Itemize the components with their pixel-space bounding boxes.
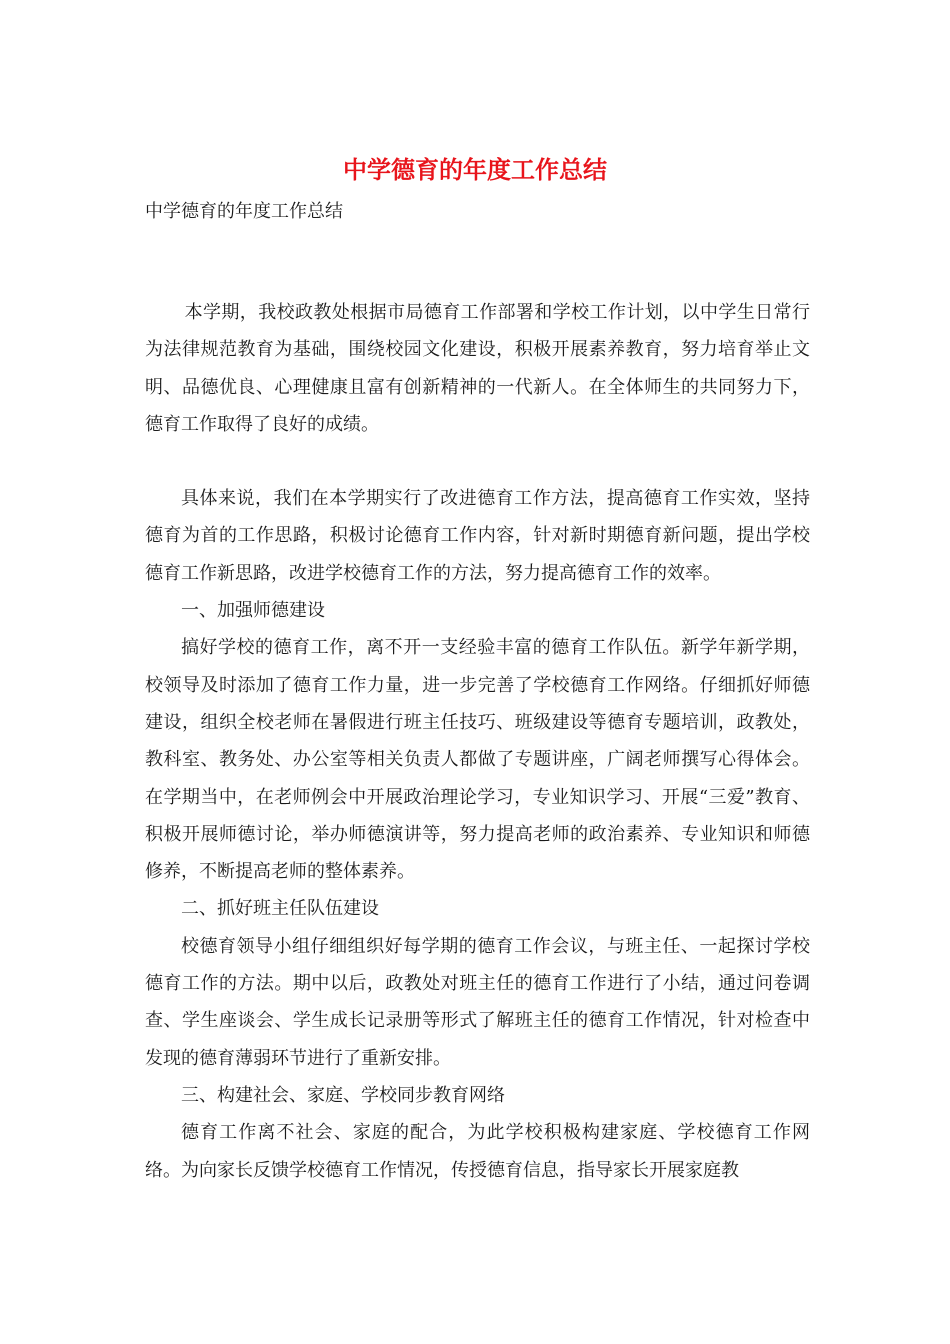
paragraph-section-2: 校德育领导小组仔细组织好每学期的德育工作会议，与班主任、一起探讨学校德育工作的方法。期中以后，政教处对班主任的德育工作进行了小结，通过问卷调查、学生座谈会、学生成长记录册等形式了解班主任的德育工作情况，针对检查中发现的德育薄弱环节进行了重新安排。 (145, 935, 810, 1069)
document-subtitle: 中学德育的年度工作总结 (145, 201, 343, 222)
paragraph-overview: 具体来说，我们在本学期实行了改进德育工作方法，提高德育工作实效，坚持德育为首的工作思路，积极讨论德育工作内容，针对新时期德育新问题，提出学校德育工作新思路，改进学校德育工作的方法，努力提高德育工作的效率。 (145, 488, 810, 584)
document-body (145, 294, 810, 1189)
paragraph-section-3: 德育工作离不社会、家庭的配合，为此学校积极构建家庭、学校德育工作网络。为向家长反馈学校德育工作情况，传授德育信息，指导家长开展家庭教 (145, 1122, 810, 1181)
section-heading-3: 三、构建社会、家庭、学校同步教育网络 (181, 1084, 505, 1106)
paragraph-intro: 本学期，我校政教处根据市局德育工作部署和学校工作计划，以中学生日常行为法律规范教育为基础，围绕校园文化建设，积极开展素养教育，努力培育举止文明、品德优良、心理健康且富有创新精神的一代新人。在全体师生的共同努力下，德育工作取得了良好的成绩。 (145, 302, 810, 435)
section-heading-2: 二、抓好班主任队伍建设 (181, 898, 379, 920)
document-title: 中学德育的年度工作总结 (343, 155, 607, 184)
section-heading-1: 一、加强师德建设 (181, 600, 325, 622)
paragraph-section-1: 搞好学校的德育工作，离不开一支经验丰富的德育工作队伍。新学年新学期，校领导及时添加了德育工作力量，进一步完善了学校德育工作网络。仔细抓好师德建设，组织全校老师在暑假进行班主任技巧、班级建设等德育专题培训，政教处，教科室、教务处、办公室等相关负责人都做了专题讲座，广阔老师撰写心得体会。在学期当中，在老师例会中开展政治理论学习，专业知识学习、开展“三爱”教育、积极开展师德讨论，举办师德演讲等，努力提高老师的政治素养、专业知识和师德修养，不断提高老师的整体素养。 (145, 637, 810, 883)
